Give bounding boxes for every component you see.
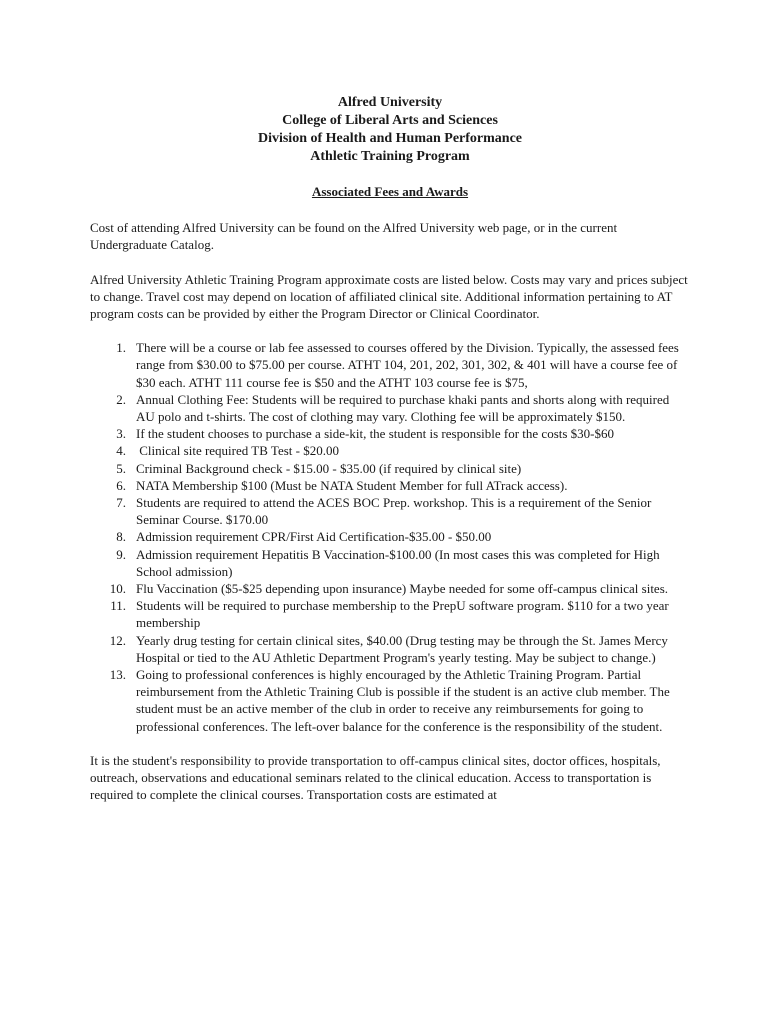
header-division: Division of Health and Human Performance [257,131,523,146]
intro-paragraph-2: Alfred University Athletic Training Program approximate costs are listed below. Costs may vary and prices subject to change. Travel cost may depend on location of affiliated clinical site. Additional information pertaining to AT program costs can be provided by either the Program Director or Clinical Coordinator. [90,271,688,322]
fee-item [90,494,690,528]
fee-item-text: Annual Clothing Fee: Students will be required to purchase khaki pants and shorts along with required AU polo and t-shirts. The cost of clothing may vary. Clothing fee will be approximately $150. [136,391,670,425]
fee-item-number: 5. [116,460,126,476]
fee-item-text: Students are required to attend the ACES BOC Prep. workshop. This is a requirement of the Senior Seminar Course. $170.00 [136,495,652,528]
intro-paragraph-1: Cost of attending Alfred University can be found on the Alfred University web page, or in the current Undergraduate Catalog. [90,220,618,253]
header-program: Athletic Training Program [310,149,470,164]
fee-item [90,666,690,735]
fee-item-text: Yearly drug testing for certain clinical sites, $40.00 (Drug testing may be through the St. James Mercy Hospital or tied to the AU Athletic Department Program's yearly testing. May be subject to change.) [136,632,668,665]
fees-list [90,339,690,735]
fee-item-number: 1. [116,340,126,356]
document-header [90,94,690,166]
fee-item-number: 10. [109,581,126,597]
fee-item [90,477,690,494]
fee-item-text: NATA Membership $100 (Must be NATA Student Member for full ATrack access). [136,477,568,493]
fee-item [90,528,690,545]
fee-item-text: If the student chooses to purchase a side-kit, the student is responsible for the costs $30-$60 [136,426,615,442]
header-college: College of Liberal Arts and Sciences [282,113,498,128]
fee-item [90,460,690,477]
fee-item [90,391,690,425]
header-university: Alfred University [337,95,443,110]
fee-item [90,339,690,391]
fee-item [90,580,690,597]
document-subtitle: Associated Fees and Awards [311,184,469,199]
fee-item-text: Admission requirement Hepatitis B Vaccination-$100.00 (In most cases this was completed for High School admission) [136,546,660,579]
fee-item-number: 11. [110,598,126,614]
fee-item-number: 8. [116,529,126,545]
fee-item-text: Students will be required to purchase membership to the PrepU software program. $110 for a two year membership [136,598,669,631]
fee-item-number: 6. [116,477,126,493]
fee-item [90,632,690,666]
fee-item-number: 4. [116,443,126,459]
fee-item-number: 13. [109,667,126,683]
fee-item-text: Flu Vaccination ($5-$25 depending upon insurance) Maybe needed for some off-campus clinical sites. [136,581,669,597]
fee-item-number: 9. [116,546,126,562]
fee-item-number: 12. [109,632,126,648]
fee-item-text: Criminal Background check - $15.00 - $35.00 (if required by clinical site) [136,460,522,476]
document-page [90,94,690,804]
fee-item-text: Clinical site required TB Test - $20.00 [136,443,339,459]
fee-item-text: There will be a course or lab fee assessed to courses offered by the Division. Typically, the assessed fees range from $30.00 to $75.00 per course. ATHT 104, 201, 202, 301, 302, & 401 will have a course fee of $30 each. ATHT 111 course fee is $50 and the ATHT 103 course fee is $75, [136,340,679,390]
fee-item-text: Going to professional conferences is highly encouraged by the Athletic Training Program. Partial reimbursement from the Athletic Training Club is possible if the student is an active club member. The student must be an active member of the club in order to receive any reimbursements for going to professional conferences. The left-over balance for the conference is the responsibility of the student. [136,667,670,734]
fee-item [90,546,690,580]
fee-item [90,442,690,459]
fee-item-number: 7. [116,495,126,511]
fee-item-number: 3. [116,426,126,442]
fee-item-text: Admission requirement CPR/First Aid Certification-$35.00 - $50.00 [136,529,492,545]
fee-item [90,425,690,442]
fee-item-number: 2. [116,391,126,407]
closing-paragraph: It is the student's responsibility to provide transportation to off-campus clinical sites, doctor offices, hospitals, outreach, observations and educational seminars related to the clinical education. Access to transportation is required to complete the clinical courses. Transportation costs are estimated at [90,752,661,803]
fee-item [90,597,690,631]
